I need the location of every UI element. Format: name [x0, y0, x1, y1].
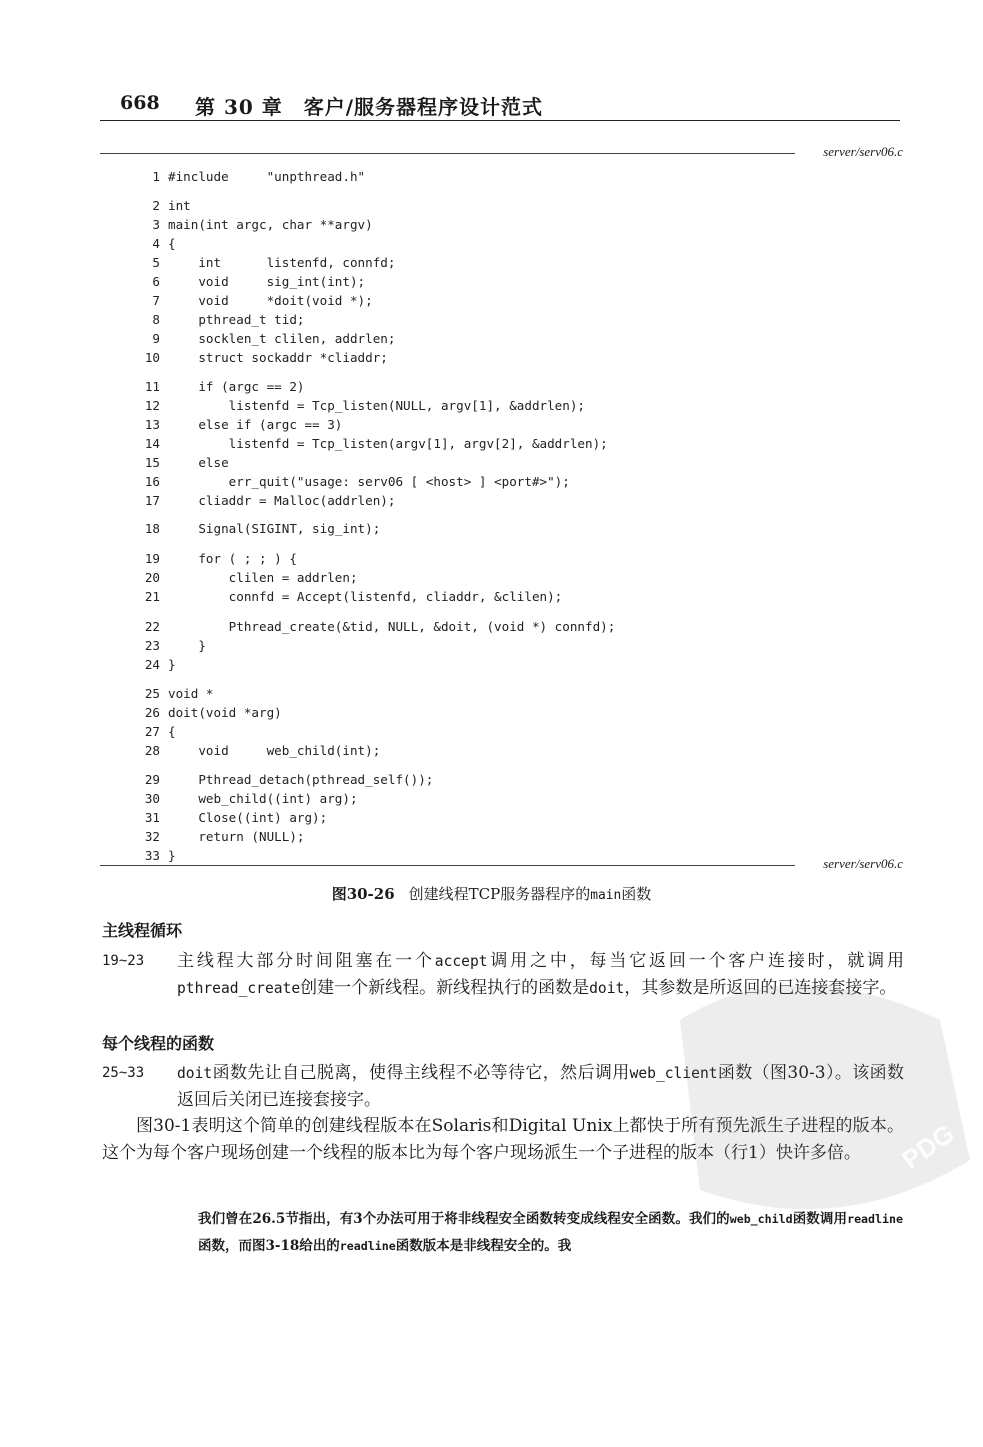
section-body — [177, 1060, 904, 1114]
code-text: void *doit(void *); — [168, 293, 373, 308]
line-number: 30 — [144, 791, 160, 806]
line-number: 31 — [144, 810, 160, 825]
line-number: 27 — [144, 724, 160, 739]
code-line — [140, 810, 327, 828]
watermark-text: PDG — [896, 1118, 960, 1175]
text-run: 函数（图30-3）。该函数返回后关闭已连接套接字。 — [177, 1063, 904, 1110]
text-run: ，其参数是所返回的已连接套接字。 — [624, 978, 897, 998]
line-number: 1 — [152, 169, 160, 184]
code-text: socklen_t clilen, addrlen; — [168, 331, 396, 346]
line-number: 6 — [152, 274, 160, 289]
code-text: void * — [168, 686, 214, 701]
code-line — [140, 551, 297, 569]
code-line — [140, 791, 358, 809]
listing-filename-bottom: server/serv06.c — [823, 856, 903, 871]
page-header — [100, 88, 900, 121]
code-line — [140, 619, 615, 637]
listing-filename-top: server/serv06.c — [823, 144, 903, 159]
line-number: 33 — [144, 848, 160, 863]
code-text: } — [168, 638, 206, 653]
line-number: 8 — [152, 312, 160, 327]
text-run: 调用之中，每当它返回一个客户连接时，就调用 — [487, 951, 905, 971]
section-paragraph-thread-func — [102, 1060, 904, 1114]
code-text: { — [168, 724, 176, 739]
code-text: doit(void *arg) — [168, 705, 282, 720]
line-number: 10 — [144, 350, 160, 365]
line-number: 19 — [144, 551, 160, 566]
line-number: 9 — [152, 331, 160, 346]
code-text: cliaddr = Malloc(addrlen); — [168, 493, 396, 508]
code-line — [140, 657, 176, 675]
code-text: } — [168, 657, 176, 672]
code-line — [140, 772, 433, 790]
code-line — [140, 724, 176, 742]
figure-number: 图30-26 — [331, 885, 395, 903]
line-number: 3 — [152, 217, 160, 232]
listing-top-rule — [100, 146, 903, 160]
inline-code: pthread_create — [177, 980, 301, 997]
code-text: } — [168, 848, 176, 863]
line-number: 22 — [144, 619, 160, 634]
code-text: web_child((int) arg); — [168, 791, 358, 806]
line-number: 20 — [144, 570, 160, 585]
code-text: main(int argc, char **argv) — [168, 217, 373, 232]
inline-code: readline — [847, 1212, 903, 1226]
code-line — [140, 493, 395, 511]
text-run: 我们曾在26.5节指出，有3个办法可用于将非线程安全函数转变成线程安全函数。我们的 — [198, 1211, 730, 1227]
text-run: 主线程大部分时间阻塞在一个 — [177, 951, 435, 971]
section-paragraph-main-loop — [102, 948, 904, 1002]
code-line — [140, 198, 191, 216]
line-number: 2 — [152, 198, 160, 213]
page-number: 668 — [120, 92, 160, 114]
line-range: 25~33 — [102, 1065, 145, 1081]
inline-code: doit — [177, 1065, 213, 1082]
line-range: 19~23 — [102, 953, 145, 969]
code-line — [140, 705, 282, 723]
code-line — [140, 829, 304, 847]
caption-code: main — [590, 888, 622, 903]
section-heading-main-loop: 主线程循环 — [102, 921, 183, 940]
inline-code: web_client — [629, 1065, 718, 1082]
line-number: 14 — [144, 436, 160, 451]
line-number: 21 — [144, 589, 160, 604]
section-heading-thread-func: 每个线程的函数 — [102, 1034, 215, 1053]
line-number: 23 — [144, 638, 160, 653]
line-number: 18 — [144, 521, 160, 536]
figure-caption — [0, 883, 983, 904]
note-paragraph — [198, 1206, 903, 1260]
listing-bottom-rule — [100, 858, 903, 872]
code-text: #include "unpthread.h" — [168, 169, 366, 184]
chapter-title: 第 30 章 客户/服务器程序设计范式 — [195, 95, 544, 119]
code-line — [140, 455, 229, 473]
line-number: 28 — [144, 743, 160, 758]
line-number: 7 — [152, 293, 160, 308]
inline-code: web_child — [729, 1212, 793, 1226]
code-line — [140, 379, 304, 397]
code-text: for ( ; ; ) { — [168, 551, 297, 566]
section-body — [177, 948, 904, 1002]
line-number: 15 — [144, 455, 160, 470]
code-line — [140, 638, 206, 656]
code-text: else if (argc == 3) — [168, 417, 343, 432]
caption-suffix: 函数 — [621, 885, 652, 903]
code-text: Pthread_create(&tid, NULL, &doit, (void *) connfd); — [168, 619, 616, 634]
code-line — [140, 350, 388, 368]
code-text: Pthread_detach(pthread_self()); — [168, 772, 434, 787]
text-run: 创建一个新线程。新线程执行的函数是 — [300, 978, 590, 998]
line-number: 25 — [144, 686, 160, 701]
code-line — [140, 217, 373, 235]
code-line — [140, 436, 608, 454]
code-line — [140, 686, 214, 704]
code-text: err_quit("usage: serv06 [ <host> ] <port#>"); — [168, 474, 570, 489]
code-text: if (argc == 2) — [168, 379, 305, 394]
line-number: 26 — [144, 705, 160, 720]
code-text: connfd = Accept(listenfd, cliaddr, &clilen); — [168, 589, 563, 604]
text-run: 函数版本是非线程安全的。我 — [395, 1238, 572, 1254]
code-line — [140, 331, 395, 349]
line-number: 4 — [152, 236, 160, 251]
line-number: 17 — [144, 493, 160, 508]
code-line — [140, 398, 585, 416]
inline-code: doit — [589, 980, 625, 997]
line-number: 5 — [152, 255, 160, 270]
code-text: Close((int) arg); — [168, 810, 328, 825]
code-text: int — [168, 198, 191, 213]
line-number: 13 — [144, 417, 160, 432]
text-run: 函数，而图3-18给出的 — [198, 1238, 340, 1254]
code-line — [140, 274, 365, 292]
code-text: listenfd = Tcp_listen(argv[1], argv[2], &addrlen); — [168, 436, 608, 451]
code-text: clilen = addrlen; — [168, 570, 358, 585]
code-text: return (NULL); — [168, 829, 305, 844]
code-text: listenfd = Tcp_listen(NULL, argv[1], &addrlen); — [168, 398, 586, 413]
code-text: int listenfd, connfd; — [168, 255, 396, 270]
code-line — [140, 474, 570, 492]
code-line — [140, 255, 395, 273]
code-text: void sig_int(int); — [168, 274, 366, 289]
code-line — [140, 169, 365, 187]
caption-text: 创建线程TCP服务器程序的 — [408, 885, 591, 903]
text-run: 函数先让自己脱离，使得主线程不必等待它，然后调用 — [212, 1063, 630, 1083]
body-paragraph: 图30-1表明这个简单的创建线程版本在Solaris和Digital Unix上都快于所有预先派生子进程的版本。这个为每个客户现场创建一个线程的版本比为每个客户现场派生一个子进程的版本（行1）快许多倍。 — [102, 1116, 904, 1163]
line-number: 24 — [144, 657, 160, 672]
code-text: { — [168, 236, 176, 251]
code-line — [140, 236, 176, 254]
line-number: 12 — [144, 398, 160, 413]
code-line — [140, 589, 562, 607]
code-line — [140, 417, 342, 435]
inline-code: accept — [434, 953, 488, 970]
line-number: 16 — [144, 474, 160, 489]
code-line — [140, 570, 358, 588]
line-number: 29 — [144, 772, 160, 787]
code-text: void web_child(int); — [168, 743, 381, 758]
line-number: 32 — [144, 829, 160, 844]
code-line — [140, 312, 304, 330]
code-text: Signal(SIGINT, sig_int); — [168, 521, 381, 536]
code-text: struct sockaddr *cliaddr; — [168, 350, 388, 365]
code-text: pthread_t tid; — [168, 312, 305, 327]
code-line — [140, 743, 380, 761]
text-run: 函数调用 — [792, 1211, 848, 1227]
inline-code: readline — [339, 1239, 396, 1253]
code-line — [140, 521, 380, 539]
line-number: 11 — [144, 379, 160, 394]
code-text: else — [168, 455, 229, 470]
code-line — [140, 293, 373, 311]
